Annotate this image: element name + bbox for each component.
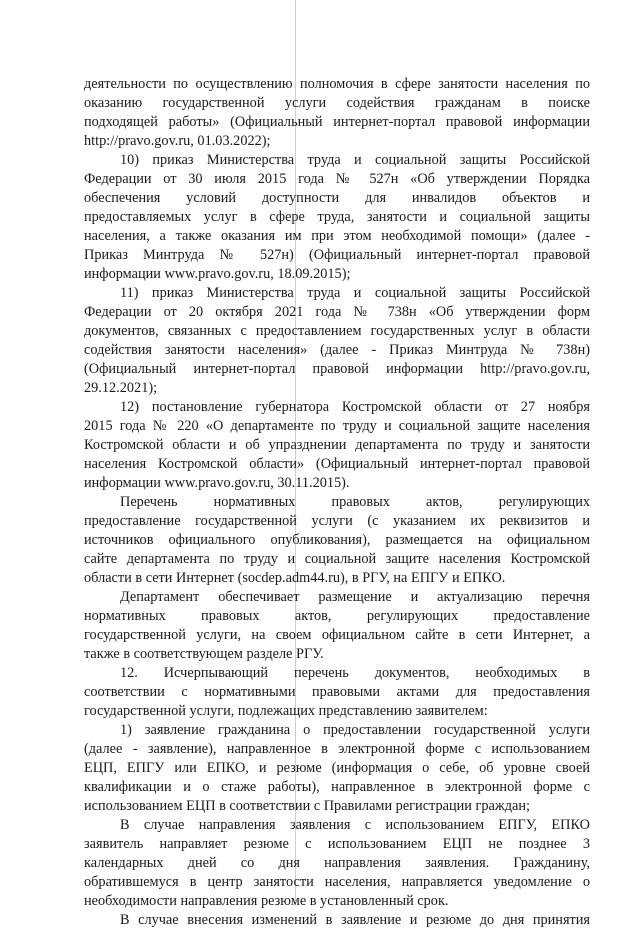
paragraph-line: 1) заявление гражданина о предоставлении государственной услуги	[120, 722, 590, 739]
paragraph-line: 12) постановление губернатора Костромской области от 27 ноября	[120, 399, 590, 416]
paragraph-line: В случае направления заявления с использованием ЕПГУ, ЕПКО	[120, 817, 590, 834]
paragraph-line: населения, а также оказания им при этом необходимой помощи» (далее -	[84, 228, 590, 245]
paragraph-line: оказанию государственной услуги содействия гражданам в поиске	[84, 95, 590, 112]
paragraph-line: ЕЦП, ЕПГУ или ЕПКО, и резюме (информация о себе, об уровне своей	[84, 760, 590, 777]
paragraph-line: В случае внесения изменений в заявление и резюме до дня принятия	[120, 912, 590, 929]
paragraph-line: документов, связанных с предоставлением государственных услуг в области	[84, 323, 590, 340]
paragraph-line: обеспечения условий доступности для инвалидов объектов и	[84, 190, 590, 207]
paragraph-line: Костромской области и об упразднении департамента по труду и занятости	[84, 437, 590, 454]
paragraph-line: заявитель направляет резюме с использованием ЕЦП не позднее 3	[84, 836, 590, 853]
paragraph-line: нормативных правовых актов, регулирующих предоставление	[84, 608, 590, 625]
paragraph-line: населения Костромской области» (Официальный интернет-портал правовой	[84, 456, 590, 473]
paragraph-line: (далее - заявление), направленное в электронной форме с использованием	[84, 741, 590, 758]
paragraph-line: http://pravo.gov.ru, 01.03.2022);	[84, 133, 271, 150]
paragraph-line: соответствии с нормативными правовыми актами для предоставления	[84, 684, 590, 701]
paragraph-line: квалификации и о стаже работы), направленное в электронной форме с	[84, 779, 590, 796]
paragraph-line: предоставление государственной услуги (с указанием их реквизитов и	[84, 513, 590, 530]
paragraph-line: Департамент обеспечивает размещение и актуализацию перечня	[120, 589, 590, 606]
paragraph-line: подходящей работы» (Официальный интернет-портал правовой информации	[84, 114, 590, 131]
paragraph-line: 29.12.2021);	[84, 380, 158, 397]
paragraph-line: содействия занятости населения» (далее - Приказ Минтруда № 738н)	[84, 342, 590, 359]
paragraph-line: также в соответствующем разделе РГУ.	[84, 646, 324, 663]
paragraph-line: деятельности по осуществлению полномочия в сфере занятости населения по	[84, 76, 590, 93]
paragraph-line: источников официального опубликования), размещается на официальном	[84, 532, 590, 549]
paragraph-line: 11) приказ Министерства труда и социальной защиты Российской	[120, 285, 590, 302]
paragraph-line: необходимости направления резюме в установленный срок.	[84, 893, 449, 910]
paragraph-line: использованием ЕЦП в соответствии с Правилами регистрации граждан;	[84, 798, 530, 815]
paragraph-line: Федерации от 30 июля 2015 года № 527н «Об утверждении Порядка	[84, 171, 590, 188]
paragraph-line: 2015 года № 220 «О департаменте по труду и социальной защите населения	[84, 418, 590, 435]
paragraph-line: Перечень нормативных правовых актов, регулирующих	[120, 494, 590, 511]
paragraph-line: 10) приказ Министерства труда и социальной защиты Российской	[120, 152, 590, 169]
paragraph-line: обратившемуся в центр занятости населения, направляется уведомление о	[84, 874, 590, 891]
paragraph-line: государственной услуги, на своем официальном сайте в сети Интернет, а	[84, 627, 590, 644]
paragraph-line: информации www.pravo.gov.ru, 18.09.2015);	[84, 266, 351, 283]
paragraph-line: 12. Исчерпывающий перечень документов, необходимых в	[120, 665, 590, 682]
paragraph-line: сайте департамента по труду и социальной защите населения Костромской	[84, 551, 590, 568]
paragraph-line: календарных дней со дня направления заявления. Гражданину,	[84, 855, 590, 872]
paragraph-line: области в сети Интернет (socdep.adm44.ru), в РГУ, на ЕПГУ и ЕПКО.	[84, 570, 506, 587]
paragraph-line: Приказ Минтруда № 527н) (Официальный интернет-портал правовой	[84, 247, 590, 264]
paragraph-line: государственной услуги, подлежащих представлению заявителем:	[84, 703, 488, 720]
paragraph-line: (Официальный интернет-портал правовой информации http://pravo.gov.ru,	[84, 361, 590, 378]
paragraph-line: информации www.pravo.gov.ru, 30.11.2015).	[84, 475, 350, 492]
paragraph-line: Федерации от 20 октября 2021 года № 738н «Об утверждении форм	[84, 304, 590, 321]
paragraph-line: предоставляемых услуг в сфере труда, занятости и социальной защиты	[84, 209, 590, 226]
